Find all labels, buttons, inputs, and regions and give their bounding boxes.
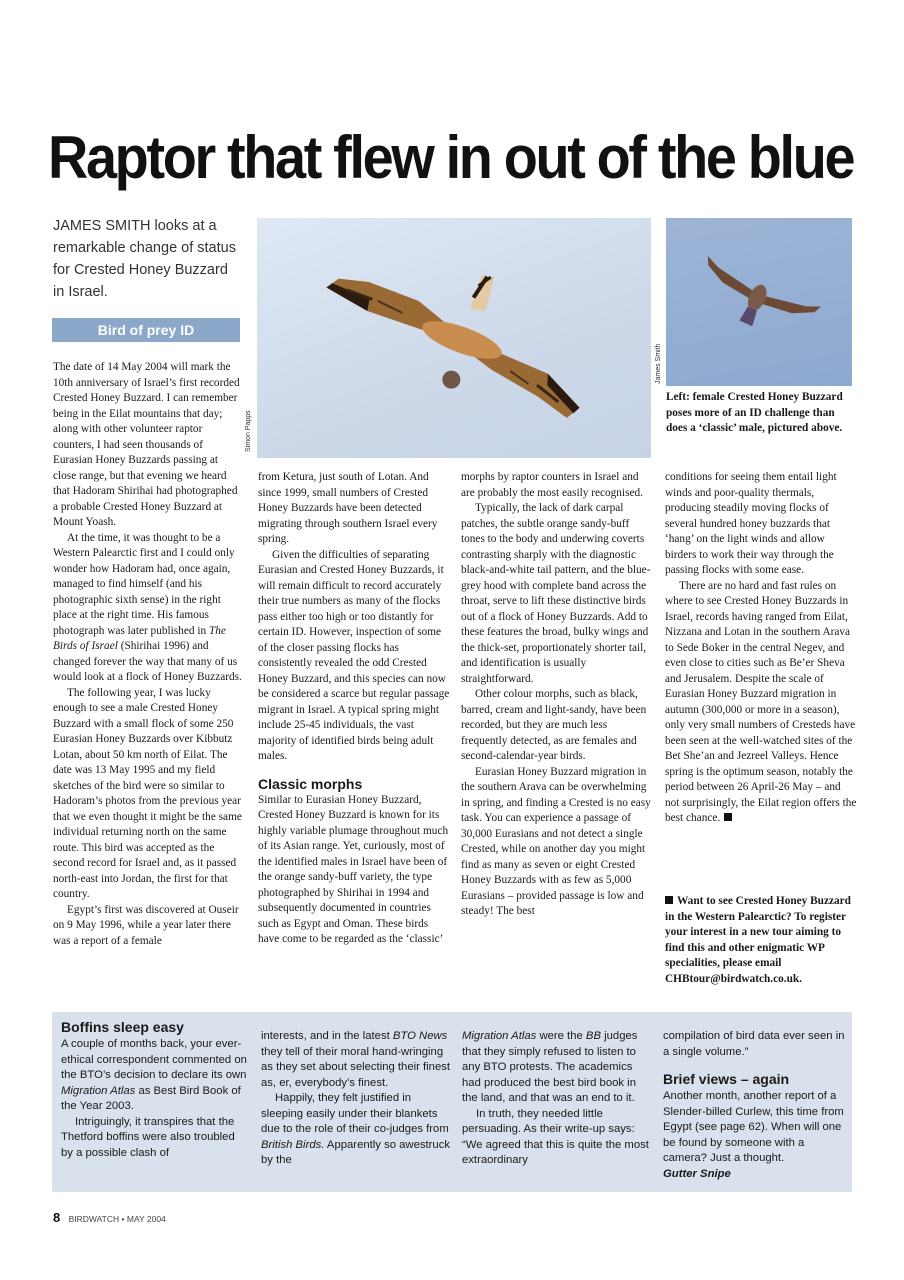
paragraph: Typically, the lack of dark carpal patches, the subtle orange sandy-buff tones to the body and underwing coverts contrasting sharply with the diagnostic black-and-white tail pattern, and the blue-grey hood with complete band across the throat, serve to lift these distinctive birds out of a flock of Honey Buzzards. Add to these features the broad, bulky wings and the thick-set, proportionately shorter tail, and identification is usually straightforward. (461, 502, 651, 685)
flying-buzzard-image (257, 218, 651, 458)
paragraph: Intriguingly, it transpires that the Thetford boffins were also troubled by a possible clash of (61, 1115, 235, 1159)
paragraph: The following year, I was lucky enough to see a male Crested Honey Buzzard with a small flock of some 250 Eurasian Honey Buzzards over Kibbutz Lotan, about 50 km north of Eilat. The date was 13 May 1995 and my field sketches of the bird were so similar to Hadoram’s photos from the previous year that we even thought it might be the same individual returning north on the same route. This bird was accepted as the second record for Israel and, as it passed north-east into Jordan, the first for that country. (53, 686, 242, 900)
subheading: Classic morphs (258, 775, 363, 792)
gossip-column-4 (663, 1029, 849, 1199)
footer-separator: • (121, 1214, 125, 1224)
gossip-column-2 (261, 1029, 451, 1199)
publication-name: BIRDWATCH (68, 1214, 120, 1224)
bullet-square-icon (665, 896, 673, 904)
paragraph: from Ketura, just south of Lotan. And since 1999, small numbers of Crested Honey Buzzards have been detected migrating through southern Israel every spring. (258, 471, 438, 545)
headline: Raptor that flew in out of the blue (48, 124, 854, 191)
section-label: Bird of prey ID (52, 318, 240, 342)
page-footer (53, 1210, 166, 1225)
page-number: 8 (53, 1210, 61, 1225)
main-photo (257, 218, 651, 458)
paragraph: compilation of bird data ever seen in a single volume.” (663, 1030, 845, 1058)
signoff: Gutter Snipe (663, 1167, 731, 1180)
main-photo-credit: Simon Papps (245, 410, 252, 452)
paragraph: morphs by raptor counters in Israel and are probably the most easily recognised. (461, 471, 643, 499)
standfirst: JAMES SMITH looks at a remarkable change of status for Crested Honey Buzzard in Israel. (53, 218, 236, 300)
gossip-heading: Brief views – again (663, 1071, 790, 1087)
paragraph: interests, and in the latest BTO News they tell of their moral hand-wringing as they set about selecting their finest as, er, everybody’s finest. (261, 1030, 451, 1089)
gossip-heading: Boffins sleep easy (61, 1019, 184, 1035)
paragraph: The date of 14 May 2004 will mark the 10th anniversary of Israel’s first recorded Crested Honey Buzzard. I can remember being in the Eilat mountains that day; along with other volunteer raptor counters, I had seen thousands of Eurasian Honey Buzzards passing at close range, but that evening we heard that Hadoram Shirihai had photographed a probable Crested Honey Buzzard at Mount Yoash. (53, 361, 240, 528)
article-column-1 (53, 360, 243, 1000)
paragraph: At the time, it was thought to be a Western Palearctic first and I could only wonder how Hadoram had, once again, managed to find himself (and his photographic sixth sense) in the right place at the right time. His famous photograph was later published in The Birds of Israel (Shirihai 1996) and changed forever the way that many of us would look at a flock of Honey Buzzards. (53, 531, 242, 683)
paragraph: Given the difficulties of separating Eurasian and Crested Honey Buzzards, it will remain difficult to record accurately their true numbers as many of the flocks pass either too high or too distantly for certain ID. However, inspection of some of the closer passing flocks has consistently revealed the odd Crested Honey Buzzard, and this species can now be considered a scarce but regular passage migrant in Israel. A typical spring might include 25-45 individuals, the vast majority of identified birds being adult males. (258, 548, 450, 762)
gossip-column-3 (462, 1029, 652, 1199)
paragraph: In truth, they needed little persuading. As their write-up says: “We agreed that this is quite the most extraordinary (462, 1107, 649, 1166)
paragraph: Another month, another report of a Slender-billed Curlew, this time from Egypt (see page 62). When will one be found by someone with a camera? Just a thought. (663, 1090, 844, 1164)
paragraph: Egypt’s first was discovered at Ouseir on 9 May 1996, while a year later there was a report of a female (53, 903, 239, 947)
small-photo-credit: James Smith (655, 343, 662, 384)
gossip-column-1 (61, 1018, 249, 1188)
article-column-3 (461, 470, 655, 1000)
issue-date: MAY 2004 (126, 1214, 166, 1224)
paragraph: Eurasian Honey Buzzard migration in the southern Arava can be overwhelming in spring, and finding a Crested is no easy task. You can experience a passage of 30,000 Eurasians and not detect a single Crested, while on another day you might find as many as seven or eight Crested Honey Buzzards with as few as 5,000 Eurasians – provided passage is low and steady! The best (461, 765, 651, 917)
soaring-buzzard-image (666, 218, 852, 386)
small-photo (666, 218, 852, 386)
article-column-2 (258, 470, 452, 1000)
paragraph: Happily, they felt justified in sleeping easily under their blankets due to the role of their co-judges from British Birds. Apparently so awestruck by the (261, 1092, 450, 1166)
paragraph: There are no hard and fast rules on where to see Crested Honey Buzzards in Israel, records having ranged from Eilat, Nizzana and Lotan in the southern Arava to Sede Boker in the central Negev, and even close to cities such as Be’er Sheva and Jerusalem. Despite the scale of Eurasian Honey Buzzard migration in autumn (300,000 or more in a season), only very small numbers of Cresteds have been seen at the well-watched sites of the Bet She’an and Jezreel Valleys. Hence spring is the optimum season, notably the period between 26 April-26 May – and not surprisingly, the Eilat region offers the best chance. (665, 579, 857, 824)
paragraph: conditions for seeing them entail light winds and poor-quality thermals, producing steadily moving flocks of several hundred honey buzzards that ‘hang’ on the light winds and allow birders to work their way through the passing flocks with some ease. (665, 471, 837, 576)
paragraph: A couple of months back, your ever-ethical correspondent commented on the BTO’s decision to declare its own Migration Atlas as Best Bird Book of the Year 2003. (61, 1038, 247, 1112)
paragraph: Similar to Eurasian Honey Buzzard, Crested Honey Buzzard is known for its highly variable plumage throughout much of its Asian range. Yet, curiously, most of the identified males in Israel have been of the orange sandy-buff variety, the type photographed by Shirihai in 1994 and subsequently documented in countries such as Egypt and Oman. These birds have come to be regarded as the ‘classic’ (258, 793, 449, 945)
paragraph: Other colour morphs, such as black, barred, cream and light-sandy, have been recorded, but they are much less frequently detected, as are females and second-calendar-year birds. (461, 688, 647, 762)
tour-callout: Want to see Crested Honey Buzzard in the Western Palearctic? To register your interest in a new tour aiming to find this and other enigmatic WP specialities, please email CHBtour@birdwatch.co.uk. (665, 895, 851, 985)
article-column-4 (665, 470, 857, 890)
book-title: The Birds of Israel (53, 624, 226, 652)
photo-caption: Left: female Crested Honey Buzzard poses more of an ID challenge than does a ‘classic’ male, pictured above. (666, 391, 843, 434)
end-mark-icon (724, 813, 732, 821)
paragraph: Migration Atlas were the BB judges that they simply refused to listen to any BTO protests. The academics had produced the best bird book in the land, and that was an end to it. (462, 1030, 638, 1104)
